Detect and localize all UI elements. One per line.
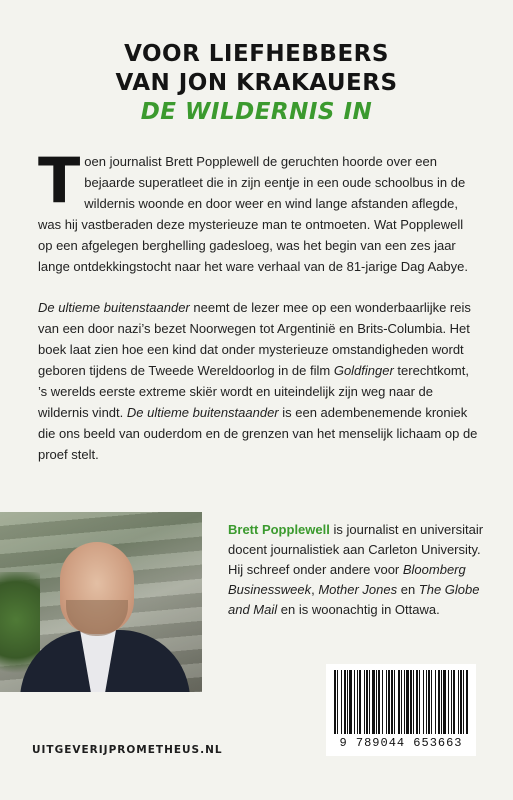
barcode-bar: [376, 670, 377, 734]
barcode-bar: [386, 670, 387, 734]
barcode-bar: [410, 670, 412, 734]
barcode-bar: [391, 670, 393, 734]
author-name: Brett Popplewell: [228, 522, 330, 537]
barcode-bar: [394, 670, 395, 734]
bio-text: is journalist en universitair docent journalistiek aan Carleton University. Hij schreef onder andere voor: [228, 522, 484, 577]
headline-line-2: VAN JON KRAKAUERS: [115, 70, 398, 96]
barcode-bar: [466, 670, 468, 734]
publication-2: Mother Jones: [318, 582, 398, 597]
barcode-bar: [349, 670, 352, 734]
barcode-bar: [419, 670, 420, 734]
blurb: [38, 144, 478, 465]
book-title-italic: De ultieme buitenstaander: [126, 405, 279, 420]
barcode-bar: [388, 670, 390, 734]
barcode-bar: [413, 670, 414, 734]
barcode-bar: [443, 670, 446, 734]
barcode-bar: [354, 670, 355, 734]
barcode-bar: [463, 670, 464, 734]
film-title-italic: Goldfinger: [333, 363, 394, 378]
blurb-text: neemt de lezer mee op een wonderbaarlijke reis van een door nazi’s bezet Noorwegen tot Argentinië en Brits-Columbia. Het boek laat zien hoe een kind dat onder mysterieuze omstandigheden wordt geboren tijdens de Tweede Wereldoorlog in de film: [38, 300, 471, 378]
barcode-bar: [448, 670, 449, 734]
headline-line-1: VOOR LIEFHEBBERS: [124, 41, 389, 67]
barcode-bar: [426, 670, 427, 734]
barcode-bar: [431, 670, 432, 734]
book-title-italic: De ultieme buitenstaander: [38, 300, 190, 315]
barcode-bar: [398, 670, 400, 734]
blurb-text: is een adembenemende kroniek die ons beeld van ouderdom en de grenzen van het menselijk lichaam op de proef stelt.: [38, 405, 478, 462]
barcode-bar: [382, 670, 383, 734]
blurb-text: terechtkomt, ’s werelds eerste extreme skiër wordt en uiteindelijk zijn weg naar de wildernis vindt.: [38, 363, 469, 420]
barcode-bar: [460, 670, 462, 734]
bio-text: en is woonachtig in Ottawa.: [277, 602, 440, 617]
barcode-bar: [366, 670, 368, 734]
barcode-bar: [451, 670, 452, 734]
barcode-bar: [372, 670, 375, 734]
publication-3: The Globe and Mail: [228, 582, 480, 617]
barcode-bars: [334, 670, 468, 734]
blurb-paragraph-1: [38, 144, 478, 277]
barcode-bar: [378, 670, 380, 734]
author-bio: [228, 520, 493, 620]
blurb-paragraph-2: [38, 297, 478, 465]
bio-separator: ,: [311, 582, 319, 597]
author-photo: [0, 512, 202, 692]
barcode-bar: [435, 670, 436, 734]
barcode-bar: [401, 670, 402, 734]
barcode-bar: [344, 670, 346, 734]
barcode-bar: [406, 670, 409, 734]
isbn-number: 9 789044 653663: [339, 736, 463, 750]
barcode-bar: [347, 670, 348, 734]
barcode-bar: [359, 670, 361, 734]
barcode-bar: [341, 670, 342, 734]
blurb-paragraph-1-text: oen journalist Brett Popplewell de geruchten hoorde over een bejaarde superatleet die in zijn eentje in een oude schoolbus in de wildernis woonde en door weer en wind lange afstanden aflegde, was hij vastberaden deze mysterieuze man te ontmoeten. Wat Popplewell op een afgelegen berghelling gadesloeg, was het begin van een zes jaar lange ontdekkingstocht naar het ware verhaal van de 81-jarige Dag Aabye.: [38, 154, 469, 274]
barcode-bar: [369, 670, 370, 734]
barcode-bar: [428, 670, 430, 734]
headline: [0, 40, 513, 127]
drop-cap: T: [38, 144, 81, 217]
barcode-bar: [441, 670, 442, 734]
barcode-bar: [364, 670, 365, 734]
publication-1: Bloomberg Businessweek: [228, 562, 466, 597]
bio-separator: en: [397, 582, 419, 597]
barcode-bar: [357, 670, 358, 734]
barcode-bar: [453, 670, 455, 734]
barcode-bar: [334, 670, 336, 734]
barcode-bar: [458, 670, 459, 734]
publisher-url: UITGEVERIJPROMETHEUS.NL: [32, 744, 223, 756]
barcode: [326, 664, 476, 756]
barcode-bar: [438, 670, 440, 734]
barcode-bar: [404, 670, 405, 734]
barcode-bar: [337, 670, 338, 734]
barcode-bar: [423, 670, 424, 734]
headline-book-title: DE WILDERNIS IN: [140, 99, 373, 125]
barcode-bar: [416, 670, 418, 734]
